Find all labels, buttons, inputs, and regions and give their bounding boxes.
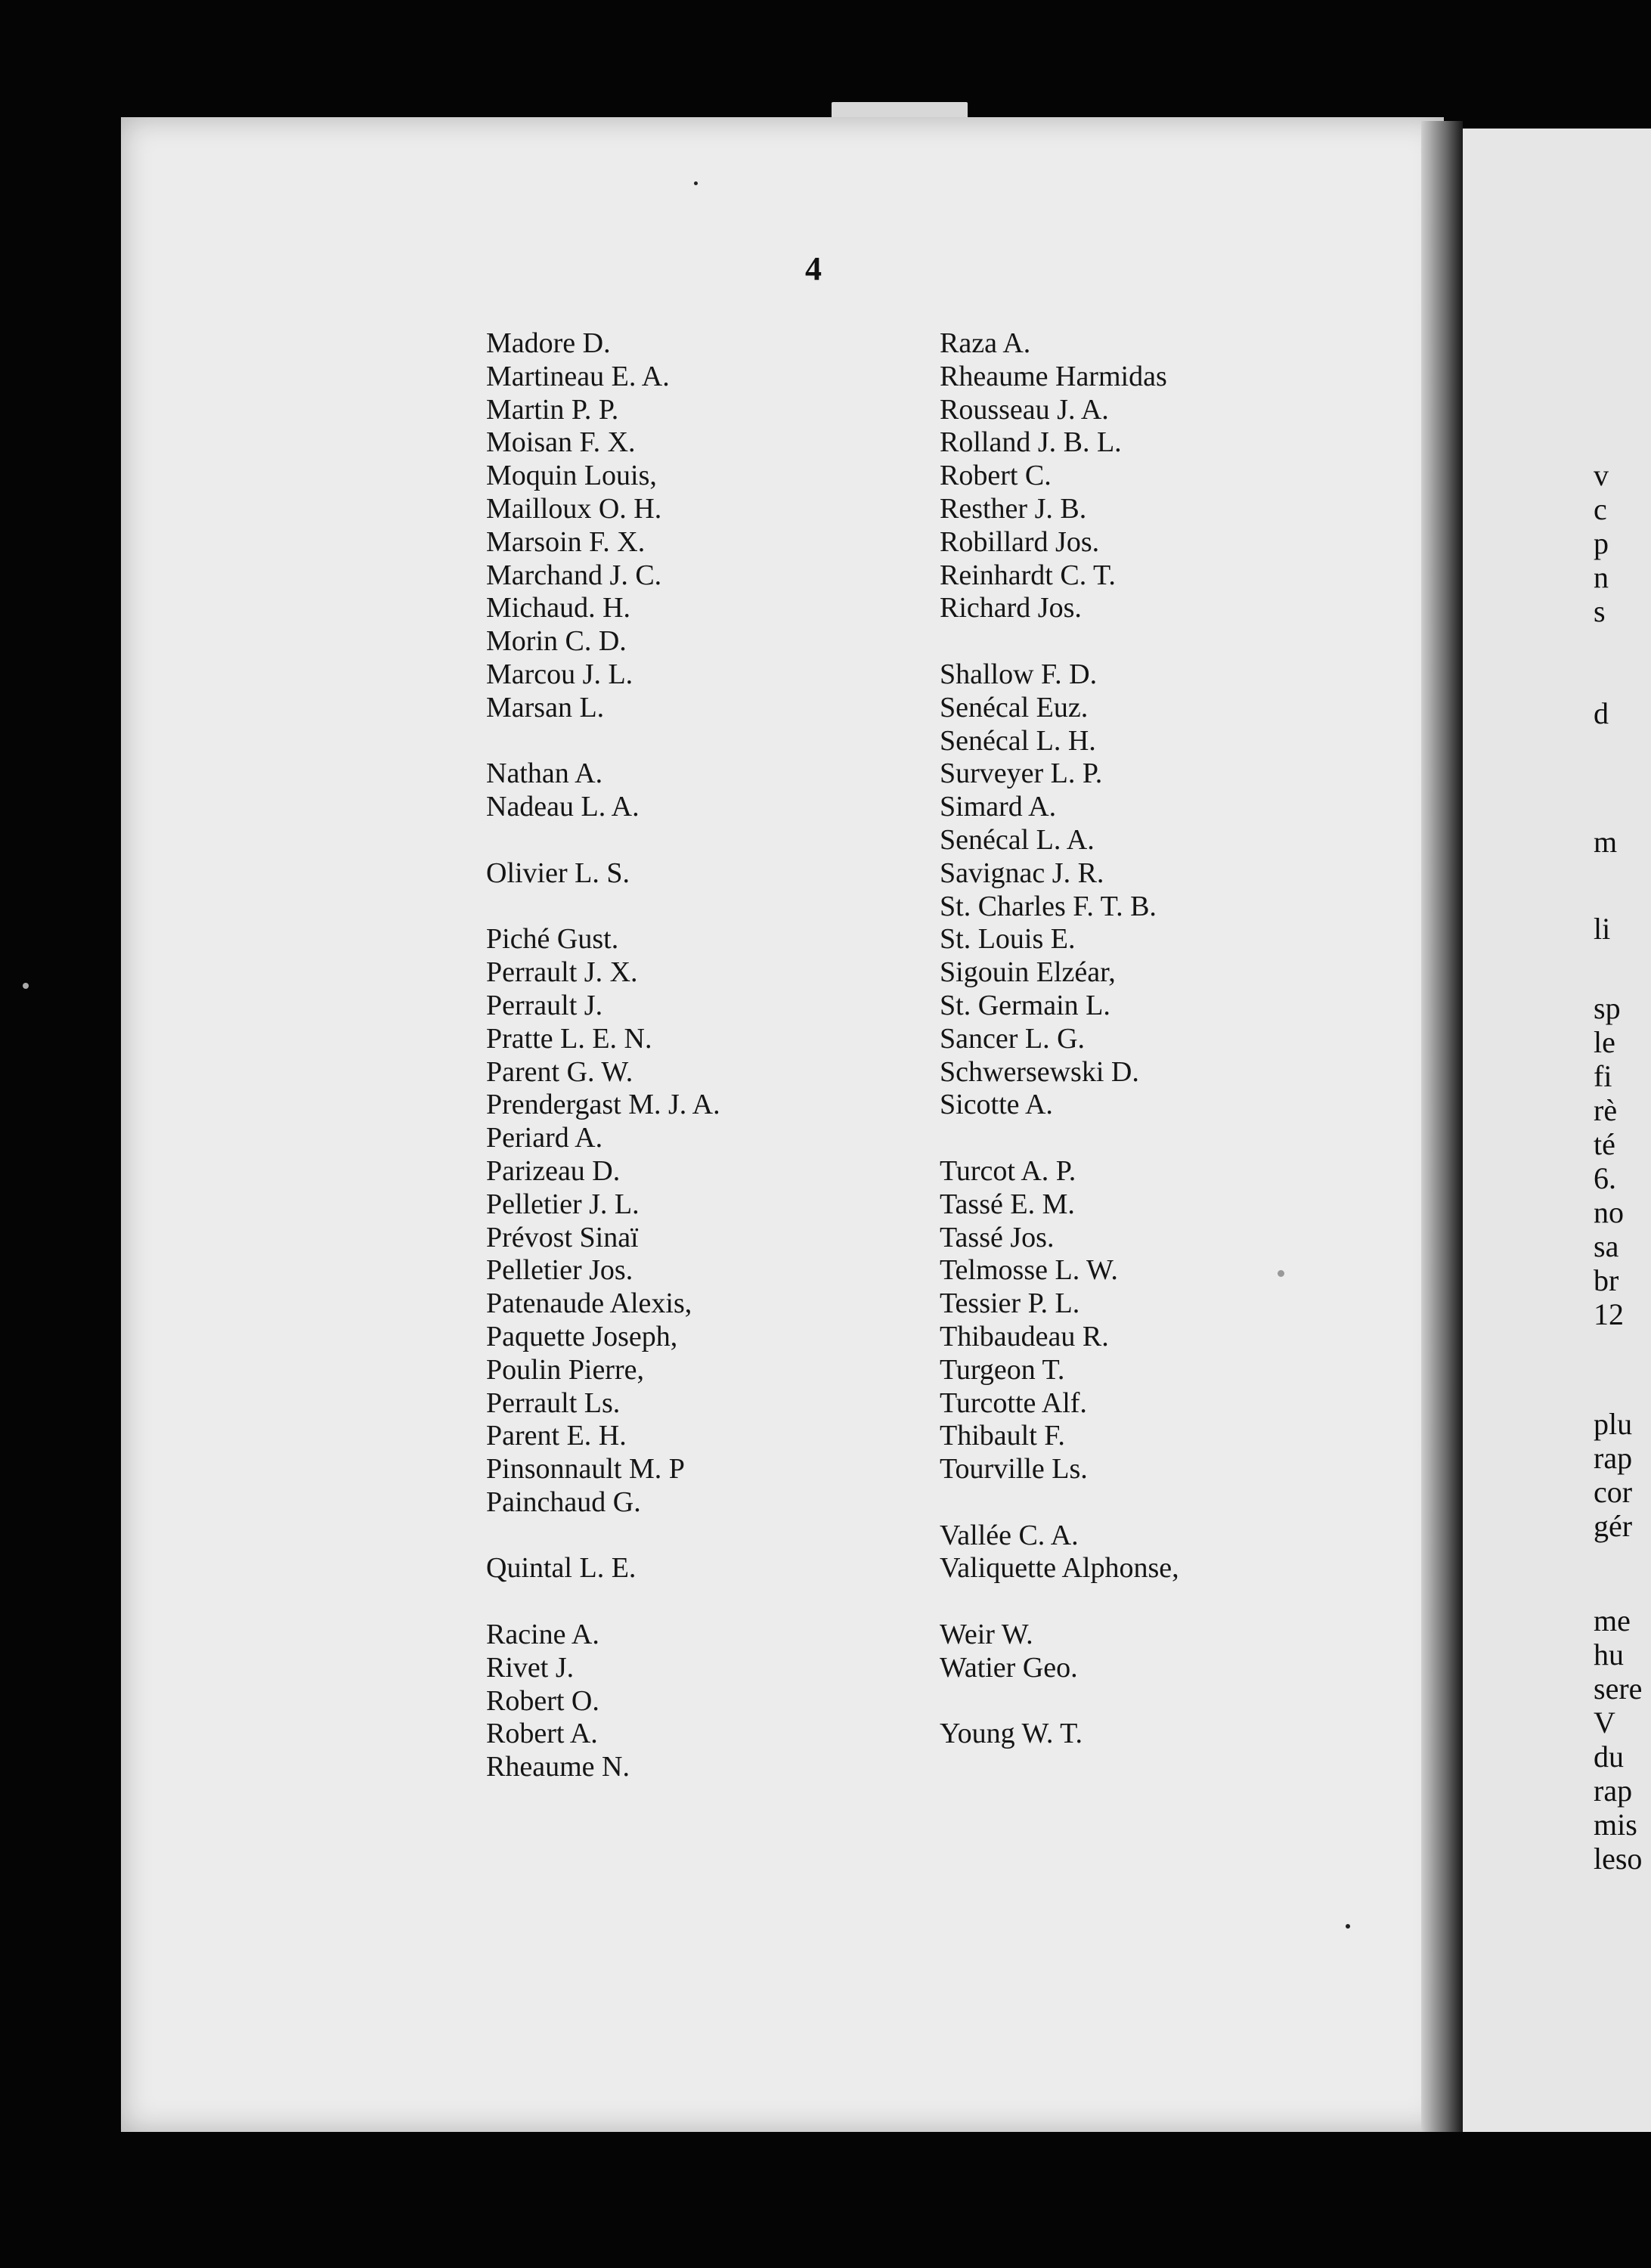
name-entry: Schwersewski D. bbox=[940, 1055, 1139, 1088]
name-entry: Weir W. bbox=[940, 1619, 1033, 1651]
next-page-fragment: mis bbox=[1594, 1808, 1637, 1842]
dust-speck bbox=[1278, 1270, 1284, 1277]
name-entry: Morin C. D. bbox=[486, 625, 627, 658]
name-entry: Moisan F. X. bbox=[486, 426, 636, 459]
name-entry: Painchaud G. bbox=[486, 1486, 641, 1518]
name-entry bbox=[940, 625, 1179, 658]
scan-edge bbox=[832, 102, 968, 119]
name-entry: Robillard Jos. bbox=[940, 525, 1100, 558]
name-entry bbox=[940, 1486, 1179, 1520]
name-entry: Prévost Sinaï bbox=[486, 1221, 639, 1253]
name-entry: Olivier L. S. bbox=[486, 857, 630, 889]
next-page-fragment: v bbox=[1594, 458, 1609, 492]
name-entry: Michaud. H. bbox=[486, 592, 631, 624]
name-entry: Perrault J. bbox=[486, 989, 603, 1021]
name-entry: Prendergast M. J. A. bbox=[486, 1089, 720, 1121]
name-entry: Madore D. bbox=[486, 327, 611, 359]
name-entry: Resther J. B. bbox=[940, 492, 1087, 525]
name-entry: Thibaudeau R. bbox=[940, 1320, 1109, 1352]
name-entry: Raza A. bbox=[940, 327, 1031, 359]
name-entry bbox=[486, 725, 720, 758]
name-entry: Paquette Joseph, bbox=[486, 1320, 678, 1352]
name-entry: Shallow F. D. bbox=[940, 658, 1098, 690]
name-entry: Pratte L. E. N. bbox=[486, 1022, 652, 1055]
name-entry: Tassé Jos. bbox=[940, 1221, 1055, 1253]
name-entry: Robert O. bbox=[486, 1684, 599, 1717]
dust-speck bbox=[694, 181, 698, 185]
name-entry: Young W. T. bbox=[940, 1718, 1083, 1750]
next-page-fragment: d bbox=[1594, 696, 1609, 730]
next-page-fragment: gér bbox=[1594, 1509, 1633, 1543]
name-entry bbox=[486, 1585, 720, 1619]
name-entry: Senécal Euz. bbox=[940, 691, 1089, 723]
dust-speck bbox=[1346, 1924, 1350, 1929]
next-page-fragment: m bbox=[1594, 825, 1618, 859]
name-entry: Pinsonnault M. P bbox=[486, 1453, 685, 1486]
name-entry: Reinhardt C. T. bbox=[940, 559, 1116, 591]
name-entry bbox=[940, 1122, 1179, 1155]
name-entry bbox=[486, 824, 720, 857]
name-entry: Pelletier J. L. bbox=[486, 1188, 640, 1220]
next-page-fragment: fi bbox=[1594, 1059, 1612, 1093]
name-entry bbox=[486, 891, 720, 924]
name-entry: Marsan L. bbox=[486, 691, 605, 723]
next-page-fragment: me bbox=[1594, 1603, 1631, 1637]
next-page-fragment: rap bbox=[1594, 1774, 1633, 1808]
name-entry: Quintal L. E. bbox=[486, 1552, 637, 1585]
name-entry: Turcotte Alf. bbox=[940, 1387, 1087, 1419]
name-entry: St. Charles F. T. B. bbox=[940, 890, 1157, 922]
name-entry: Robert A. bbox=[486, 1718, 598, 1750]
name-entry: Watier Geo. bbox=[940, 1651, 1078, 1684]
name-entry: Racine A. bbox=[486, 1619, 599, 1651]
next-page-fragment: té bbox=[1594, 1127, 1615, 1161]
name-entry bbox=[486, 1520, 720, 1553]
name-entry: Tassé E. M. bbox=[940, 1188, 1075, 1220]
right-name-column bbox=[940, 327, 1179, 1751]
next-page-fragment: li bbox=[1594, 912, 1611, 946]
name-entry: Surveyer L. P. bbox=[940, 758, 1103, 790]
name-entry bbox=[940, 1685, 1179, 1718]
next-page-fragment: sere bbox=[1594, 1672, 1643, 1706]
next-page-fragment: p bbox=[1594, 526, 1609, 560]
dust-speck bbox=[23, 983, 29, 989]
name-entry: Marchand J. C. bbox=[486, 559, 662, 591]
name-entry: Rivet J. bbox=[486, 1651, 575, 1684]
next-page-fragment: 12 bbox=[1594, 1297, 1624, 1331]
name-entry: Sancer L. G. bbox=[940, 1022, 1086, 1055]
next-page-fragment: no bbox=[1594, 1195, 1624, 1229]
name-entry: Valiquette Alphonse, bbox=[940, 1552, 1179, 1585]
name-entry: Sigouin Elzéar, bbox=[940, 956, 1116, 989]
left-page bbox=[121, 117, 1444, 2132]
name-entry: Mailloux O. H. bbox=[486, 492, 662, 525]
name-entry: Rheaume N. bbox=[486, 1751, 630, 1783]
next-page-fragment: n bbox=[1594, 560, 1609, 594]
next-page-fragment: V bbox=[1594, 1706, 1615, 1740]
next-page-fragment: du bbox=[1594, 1740, 1624, 1774]
name-entry: Marcou J. L. bbox=[486, 658, 633, 690]
name-entry: Simard A. bbox=[940, 791, 1057, 823]
name-entry: Poulin Pierre, bbox=[486, 1353, 644, 1386]
name-entry: Robert C. bbox=[940, 460, 1052, 492]
name-entry: Perrault J. X. bbox=[486, 956, 638, 989]
name-entry: Tourville Ls. bbox=[940, 1453, 1088, 1486]
book-gutter bbox=[1421, 121, 1463, 2132]
next-page-fragment: rap bbox=[1594, 1441, 1633, 1475]
next-page-fragment: cor bbox=[1594, 1475, 1633, 1509]
name-entry: Senécal L. H. bbox=[940, 724, 1096, 757]
next-page-fragment: plu bbox=[1594, 1407, 1633, 1441]
name-entry: Pelletier Jos. bbox=[486, 1254, 633, 1287]
name-entry: Tessier P. L. bbox=[940, 1287, 1080, 1320]
name-entry: Patenaude Alexis, bbox=[486, 1287, 692, 1320]
name-entry: Rousseau J. A. bbox=[940, 393, 1109, 426]
name-entry: Parizeau D. bbox=[486, 1154, 621, 1187]
name-entry: Martin P. P. bbox=[486, 393, 619, 426]
name-entry: Nathan A. bbox=[486, 758, 603, 790]
name-entry: Perrault Ls. bbox=[486, 1387, 621, 1419]
name-entry: Sicotte A. bbox=[940, 1089, 1053, 1121]
name-entry: Nadeau L. A. bbox=[486, 791, 640, 823]
name-entry: Vallée C. A. bbox=[940, 1519, 1079, 1551]
next-page-fragment: 6. bbox=[1594, 1161, 1616, 1195]
name-entry: St. Germain L. bbox=[940, 989, 1110, 1021]
name-entry: Parent G. W. bbox=[486, 1055, 633, 1088]
name-entry: Senécal L. A. bbox=[940, 823, 1095, 856]
name-entry: Moquin Louis, bbox=[486, 460, 657, 492]
name-entry: Marsoin F. X. bbox=[486, 525, 646, 558]
name-entry bbox=[940, 1585, 1179, 1619]
name-entry: Turgeon T. bbox=[940, 1353, 1065, 1386]
name-entry: Savignac J. R. bbox=[940, 857, 1104, 889]
name-entry: Rheaume Harmidas bbox=[940, 360, 1167, 392]
name-entry: Martineau E. A. bbox=[486, 360, 670, 392]
next-page-fragment: c bbox=[1594, 492, 1607, 526]
page-number: 4 bbox=[805, 250, 822, 287]
next-page-fragment: rè bbox=[1594, 1093, 1618, 1127]
name-entry: Rolland J. B. L. bbox=[940, 426, 1122, 459]
next-page-fragment: leso bbox=[1594, 1842, 1643, 1876]
next-page-fragment: sp bbox=[1594, 991, 1621, 1025]
next-page-fragment: br bbox=[1594, 1263, 1619, 1297]
left-name-column bbox=[486, 327, 720, 1784]
name-entry: Periard A. bbox=[486, 1122, 603, 1154]
name-entry: St. Louis E. bbox=[940, 923, 1076, 956]
next-page-fragment: hu bbox=[1594, 1637, 1624, 1672]
next-page-fragment: sa bbox=[1594, 1229, 1619, 1263]
next-page-fragment: le bbox=[1594, 1025, 1615, 1059]
name-entry: Thibault F. bbox=[940, 1420, 1065, 1452]
name-entry: Telmosse L. W. bbox=[940, 1254, 1118, 1287]
name-entry: Piché Gust. bbox=[486, 923, 619, 956]
name-entry: Richard Jos. bbox=[940, 592, 1082, 624]
name-entry: Turcot A. P. bbox=[940, 1154, 1076, 1187]
next-page-fragment: s bbox=[1594, 594, 1606, 628]
name-entry: Parent E. H. bbox=[486, 1420, 627, 1452]
